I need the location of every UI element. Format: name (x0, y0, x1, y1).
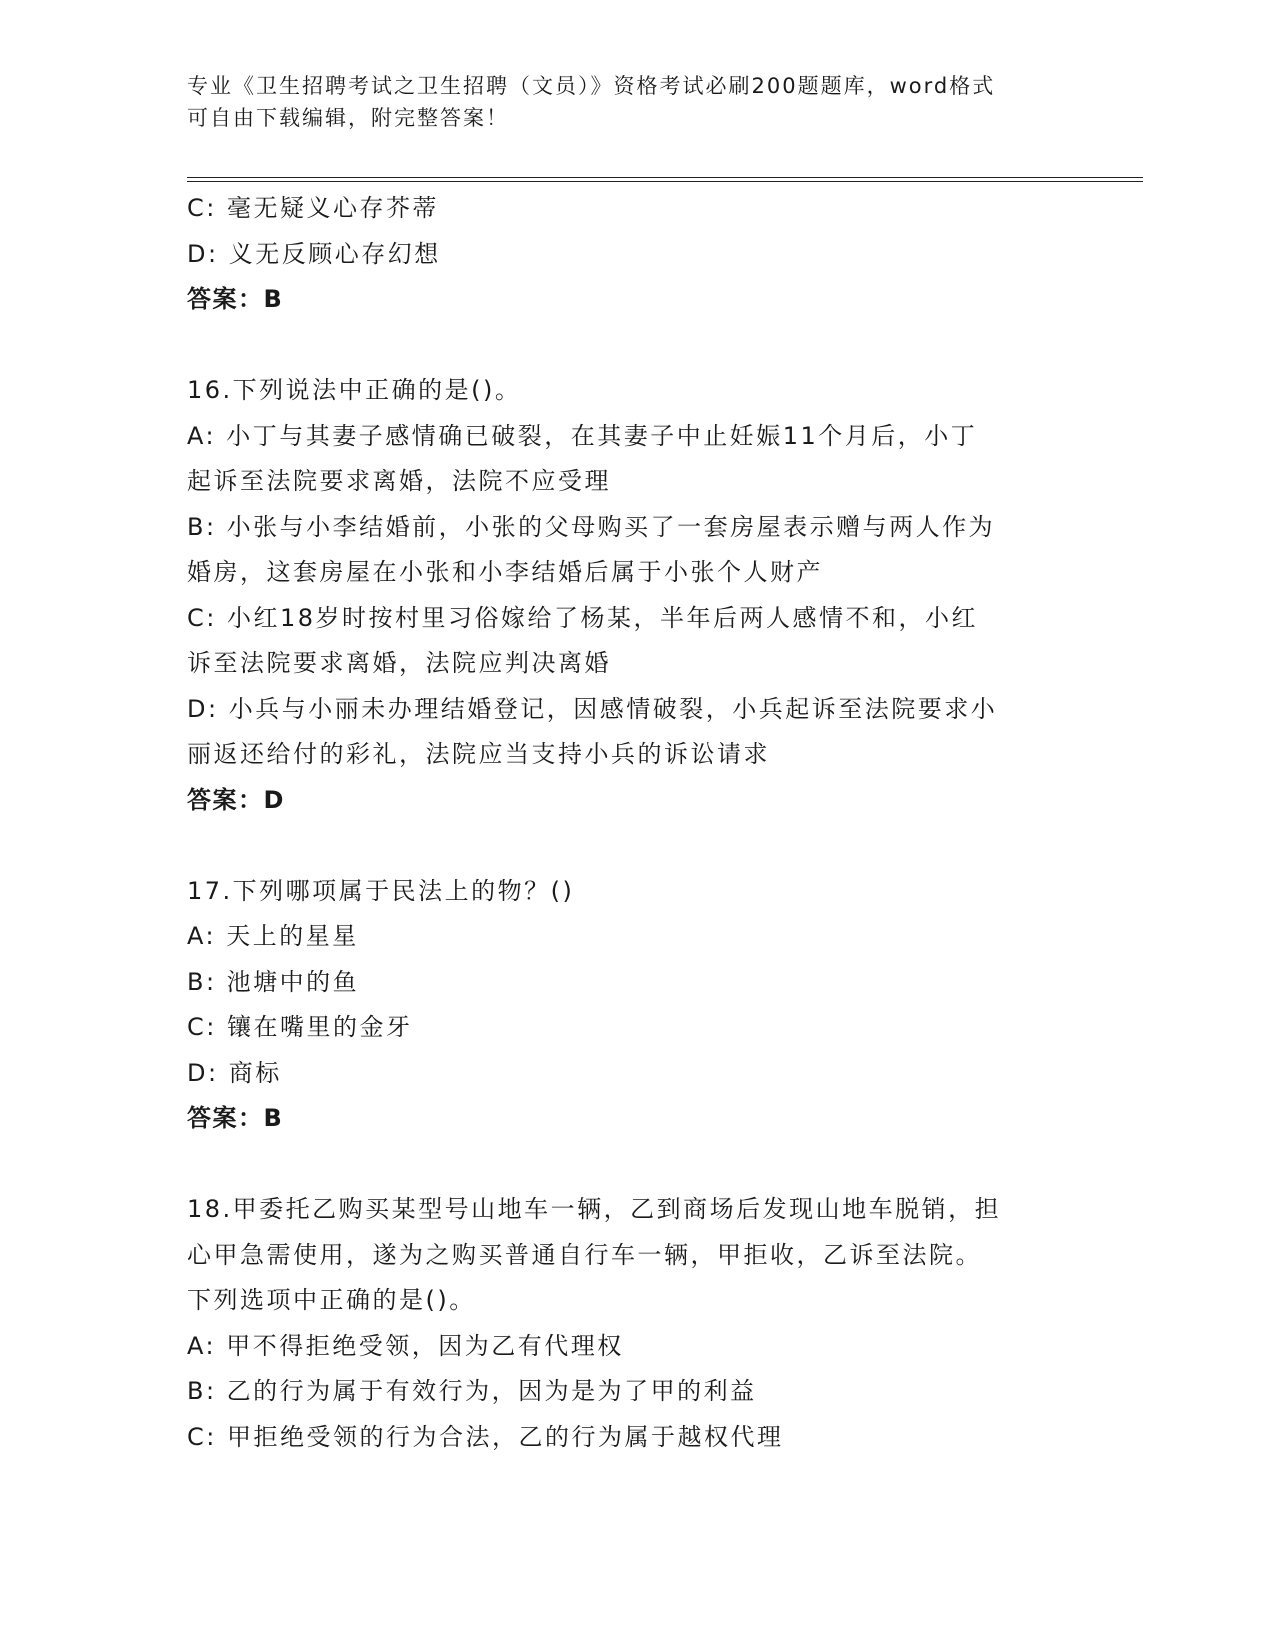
option-a: A: 天上的星星 (187, 922, 359, 950)
question-stem-line-2: 心甲急需使用，遂为之购买普通自行车一辆，甲拒收，乙诉至法院。 (187, 1240, 982, 1269)
option-b-line-1: B: 小张与小李结婚前，小张的父母购买了一套房屋表示赠与两人作为 (187, 512, 996, 541)
option-a-line-1: A: 小丁与其妻子感情确已破裂，在其妻子中止妊娠11个月后，小丁 (187, 421, 978, 450)
document-header (187, 70, 1087, 134)
question-stem-line-1: 18.甲委托乙购买某型号山地车一辆，乙到商场后发现山地车脱销，担 (187, 1195, 1002, 1223)
spacer (187, 323, 1087, 369)
option-b: B: 池塘中的鱼 (187, 967, 360, 996)
option-c-line-1: C: 小红18岁时按村里习俗嫁给了杨某，半年后两人感情不和，小红 (187, 603, 979, 632)
prev-answer: 答案：B (187, 285, 284, 313)
option-d: D: 商标 (187, 1058, 282, 1087)
prev-option-c: C: 毫无疑义心存芥蒂 (187, 194, 439, 222)
option-c: C: 镶在嘴里的金牙 (187, 1013, 413, 1041)
option-d-line-1: D: 小兵与小丽未办理结婚登记，因感情破裂，小兵起诉至法院要求小 (187, 694, 998, 723)
prev-option-d: D: 义无反顾心存幻想 (187, 239, 441, 268)
header-divider-bottom (187, 181, 1143, 182)
option-c-line-2: 诉至法院要求离婚，法院应判决离婚 (187, 649, 611, 677)
spacer (187, 823, 1087, 869)
document-body (187, 186, 1087, 1460)
question-16 (187, 368, 1087, 823)
option-b-line-2: 婚房，这套房屋在小张和小李结婚后属于小张个人财产 (187, 558, 823, 586)
question-18 (187, 1187, 1087, 1460)
header-line-1: 专业《卫生招聘考试之卫生招聘（文员）》资格考试必刷200题题库，word格式 (187, 74, 996, 98)
option-c: C: 甲拒绝受领的行为合法，乙的行为属于越权代理 (187, 1422, 784, 1451)
option-a: A: 甲不得拒绝受领，因为乙有代理权 (187, 1331, 624, 1360)
option-d-line-2: 丽返还给付的彩礼，法院应当支持小兵的诉讼请求 (187, 740, 770, 768)
header-divider-top (187, 177, 1143, 178)
question-stem: 16.下列说法中正确的是()。 (187, 376, 522, 404)
answer: 答案：B (187, 1104, 284, 1132)
option-a-line-2: 起诉至法院要求离婚，法院不应受理 (187, 467, 611, 495)
question-17 (187, 869, 1087, 1142)
answer: 答案：D (187, 785, 285, 814)
question-stem: 17.下列哪项属于民法上的物？() (187, 876, 575, 905)
header-line-2: 可自由下载编辑，附完整答案！ (187, 106, 509, 130)
question-stem-line-3: 下列选项中正确的是()。 (187, 1286, 476, 1314)
spacer (187, 1142, 1087, 1188)
option-b: B: 乙的行为属于有效行为，因为是为了甲的利益 (187, 1377, 757, 1405)
